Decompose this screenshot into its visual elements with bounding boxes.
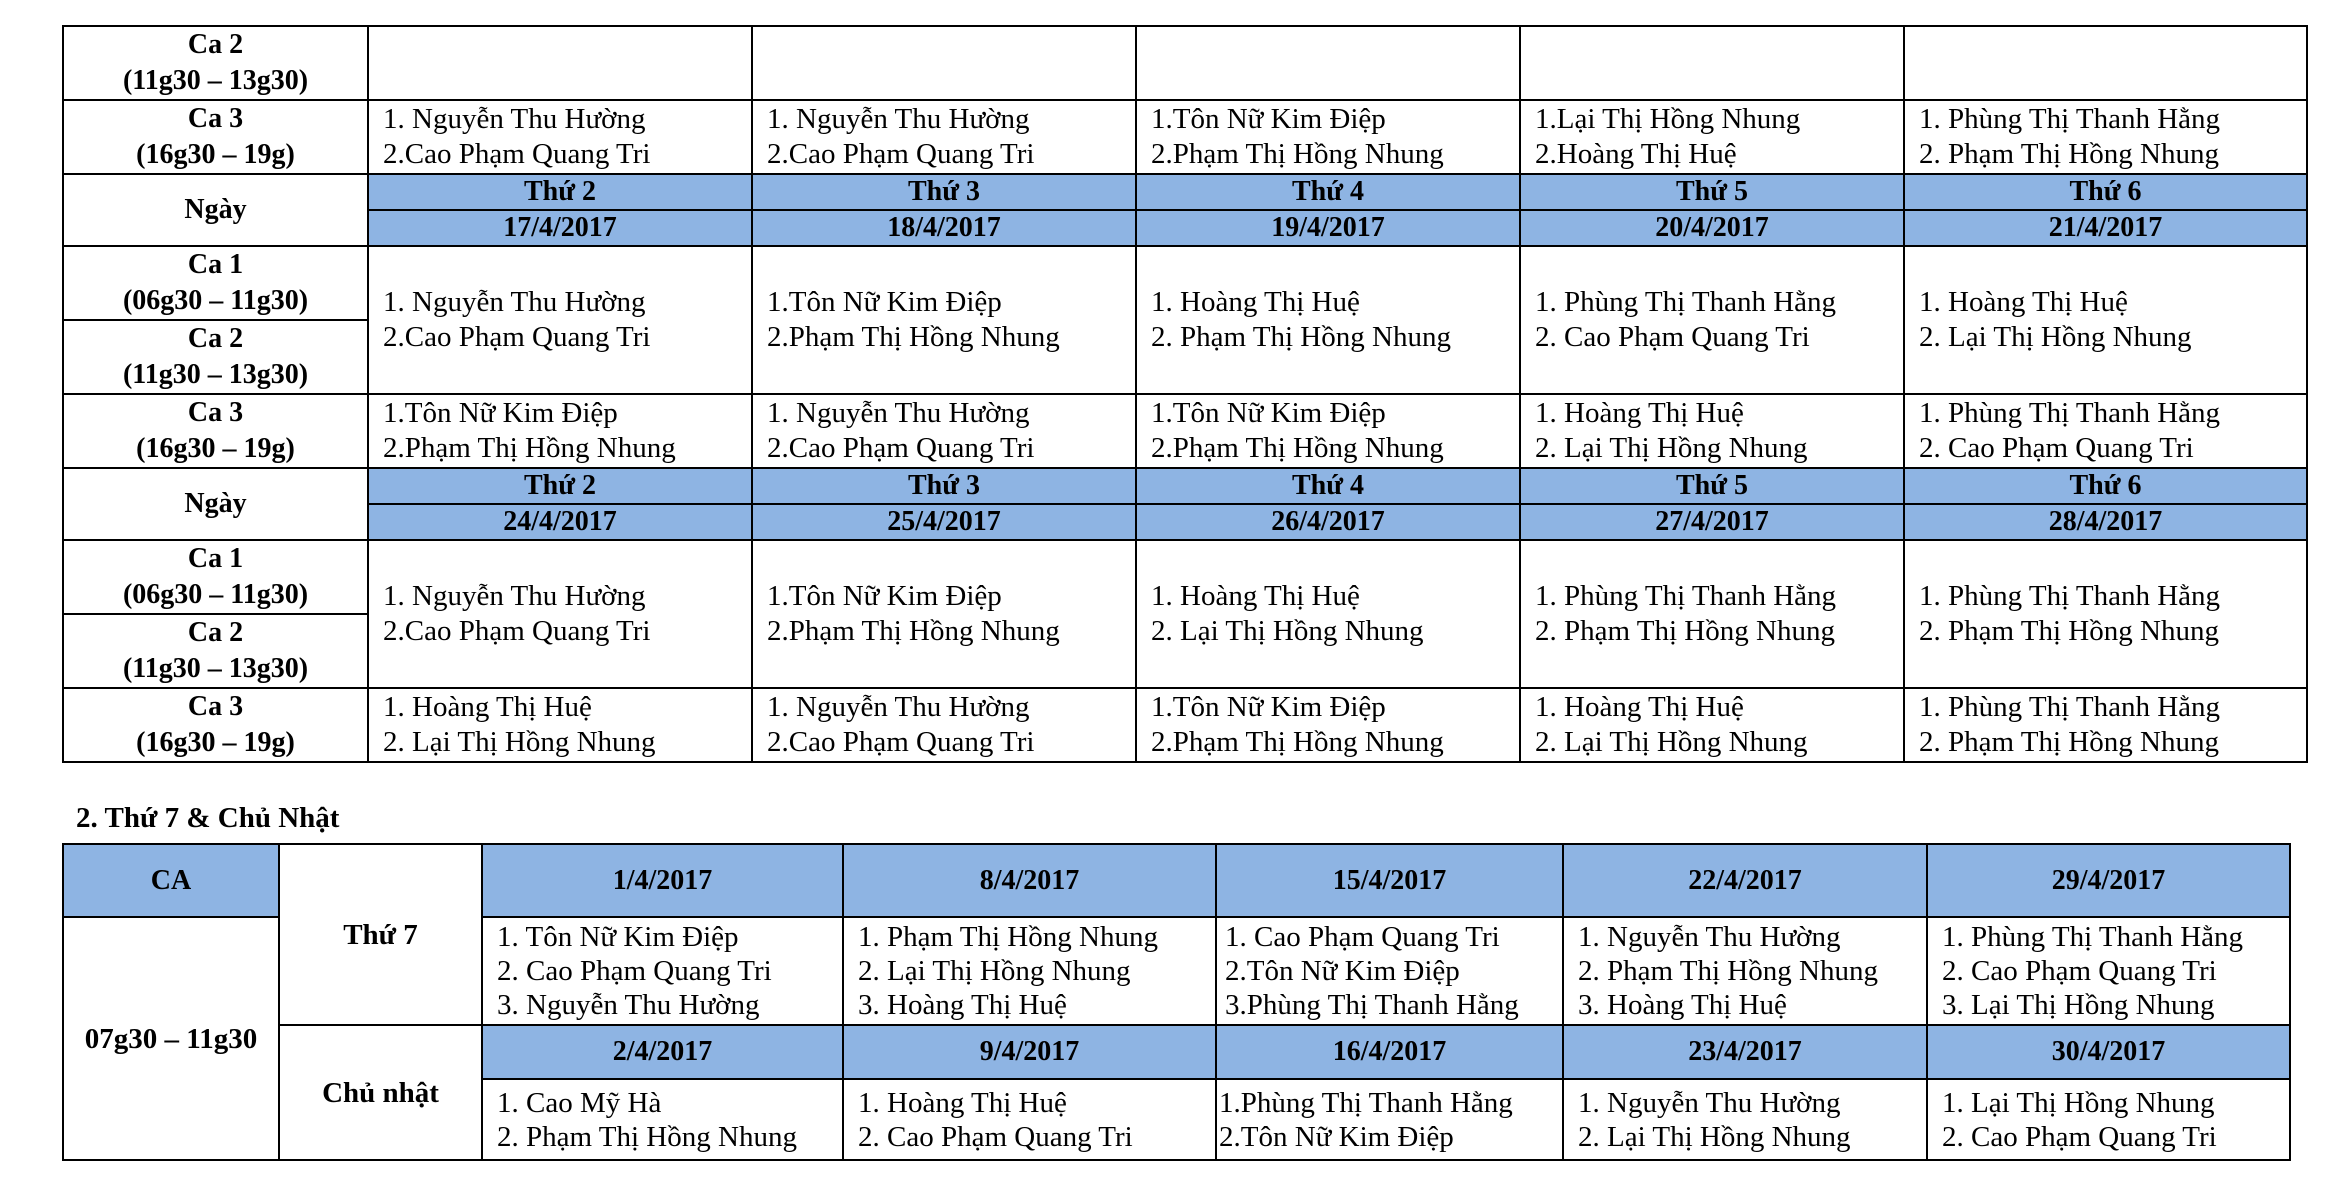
text-line: 2. Lại Thị Hồng Nhung bbox=[858, 955, 1131, 987]
table-row bbox=[63, 394, 2307, 468]
staff-cell bbox=[843, 1079, 1216, 1160]
date-header: 26/4/2017 bbox=[1136, 504, 1520, 540]
text-line: 1. Nguyễn Thu Hường bbox=[767, 103, 1030, 135]
text-line: 1. Phùng Thị Thanh Hằng bbox=[1919, 691, 2221, 723]
text-line: 2. Phạm Thị Hồng Nhung bbox=[497, 1120, 797, 1153]
date-header: 29/4/2017 bbox=[1927, 844, 2290, 917]
date-header: 18/4/2017 bbox=[752, 210, 1136, 246]
weekday-header: Thứ 4 bbox=[1136, 468, 1520, 504]
shift-label bbox=[63, 688, 368, 762]
text-line: 2. Lại Thị Hồng Nhung bbox=[1535, 432, 1808, 464]
staff-cell bbox=[368, 540, 752, 688]
weekday-header: Thứ 3 bbox=[752, 174, 1136, 210]
date-header: 23/4/2017 bbox=[1563, 1025, 1927, 1079]
staff-cell bbox=[1520, 540, 1904, 688]
text-line: 3.Phùng Thị Thanh Hằng bbox=[1225, 989, 1519, 1021]
text-line: 1.Tôn Nữ Kim Điệp bbox=[1151, 397, 1386, 429]
saturday-label: Thứ 7 bbox=[279, 844, 482, 1025]
text-line: 1. Hoàng Thị Huệ bbox=[1535, 691, 1744, 723]
date-header: 9/4/2017 bbox=[843, 1025, 1216, 1079]
staff-cell bbox=[1904, 394, 2307, 468]
weekend-schedule-table bbox=[62, 843, 2291, 1161]
staff-cell bbox=[752, 246, 1136, 394]
shift-label bbox=[63, 394, 368, 468]
staff-cell bbox=[1904, 688, 2307, 762]
text-line: 2. Phạm Thị Hồng Nhung bbox=[1919, 615, 2219, 647]
weekday-header: Thứ 6 bbox=[1904, 174, 2307, 210]
text-line: 1.Lại Thị Hồng Nhung bbox=[1535, 103, 1801, 135]
text-line: 1. Phùng Thị Thanh Hằng bbox=[1535, 580, 1837, 612]
day-header-row bbox=[63, 174, 2307, 210]
text-line: Ca 2 bbox=[187, 617, 244, 648]
staff-cell bbox=[1927, 1079, 2290, 1160]
text-line: 1.Tôn Nữ Kim Điệp bbox=[767, 580, 1002, 612]
text-line: 2.Phạm Thị Hồng Nhung bbox=[1151, 432, 1444, 464]
text-line: 1. Lại Thị Hồng Nhung bbox=[1942, 1086, 2215, 1119]
staff-cell bbox=[1904, 540, 2307, 688]
day-label: Ngày bbox=[63, 468, 368, 540]
staff-cell bbox=[368, 100, 752, 174]
text-line: (16g30 – 19g) bbox=[136, 139, 295, 170]
text-line: 2.Tôn Nữ Kim Điệp bbox=[1225, 955, 1460, 987]
text-line: Ca 2 bbox=[187, 29, 244, 60]
text-line: 1. Hoàng Thị Huệ bbox=[1151, 580, 1360, 612]
date-header: 21/4/2017 bbox=[1904, 210, 2307, 246]
weekday-header: Thứ 4 bbox=[1136, 174, 1520, 210]
text-line: 1.Tôn Nữ Kim Điệp bbox=[1151, 691, 1386, 723]
text-line: 2.Phạm Thị Hồng Nhung bbox=[767, 321, 1060, 353]
text-line: 1. Phùng Thị Thanh Hằng bbox=[1919, 580, 2221, 612]
text-line: 1. Nguyễn Thu Hường bbox=[383, 580, 646, 612]
shift-label bbox=[63, 540, 368, 614]
staff-cell bbox=[1216, 917, 1563, 1025]
staff-cell bbox=[1520, 688, 1904, 762]
table-row bbox=[63, 688, 2307, 762]
text-line: (06g30 – 11g30) bbox=[122, 579, 309, 610]
text-line: 1. Phùng Thị Thanh Hằng bbox=[1535, 286, 1837, 318]
text-line: 2.Cao Phạm Quang Tri bbox=[767, 726, 1035, 758]
text-line: 1.Tôn Nữ Kim Điệp bbox=[1151, 103, 1386, 135]
text-line: 1. Nguyễn Thu Hường bbox=[383, 286, 646, 318]
staff-cell bbox=[1520, 246, 1904, 394]
text-line: 2. Phạm Thị Hồng Nhung bbox=[1535, 615, 1835, 647]
text-line: 2. Phạm Thị Hồng Nhung bbox=[1151, 321, 1451, 353]
empty-cell bbox=[1136, 26, 1520, 100]
date-header: 25/4/2017 bbox=[752, 504, 1136, 540]
text-line: Ca 1 bbox=[187, 249, 244, 280]
staff-cell bbox=[1136, 100, 1520, 174]
text-line: 1. Phùng Thị Thanh Hằng bbox=[1919, 397, 2221, 429]
text-line: 2.Phạm Thị Hồng Nhung bbox=[1151, 726, 1444, 758]
text-line: 1. Nguyễn Thu Hường bbox=[1578, 1086, 1841, 1119]
text-line: 1. Hoàng Thị Huệ bbox=[1151, 286, 1360, 318]
text-line: 2. Cao Phạm Quang Tri bbox=[858, 1120, 1133, 1153]
text-line: 2. Lại Thị Hồng Nhung bbox=[1919, 321, 2192, 353]
day-label: Ngày bbox=[63, 174, 368, 246]
staff-cell bbox=[368, 394, 752, 468]
staff-cell bbox=[1136, 688, 1520, 762]
date-header: 27/4/2017 bbox=[1520, 504, 1904, 540]
sunday-label: Chủ nhật bbox=[279, 1025, 482, 1160]
text-line: 2. Cao Phạm Quang Tri bbox=[1535, 321, 1810, 353]
table-row bbox=[63, 540, 2307, 614]
shift-label bbox=[63, 320, 368, 394]
text-line: Ca 3 bbox=[187, 103, 244, 134]
staff-cell bbox=[482, 1079, 843, 1160]
sunday-date-row bbox=[63, 1025, 2290, 1079]
text-line: 1.Phùng Thị Thanh Hằng bbox=[1219, 1086, 1513, 1119]
date-header: 17/4/2017 bbox=[368, 210, 752, 246]
date-header: 24/4/2017 bbox=[368, 504, 752, 540]
text-line: (11g30 – 13g30) bbox=[122, 65, 309, 96]
text-line: 1. Hoàng Thị Huệ bbox=[1919, 286, 2128, 318]
staff-cell bbox=[843, 917, 1216, 1025]
staff-cell bbox=[1904, 100, 2307, 174]
text-line: 2.Cao Phạm Quang Tri bbox=[383, 138, 651, 170]
staff-cell bbox=[1904, 246, 2307, 394]
date-header: 8/4/2017 bbox=[843, 844, 1216, 917]
ca-header: CA bbox=[63, 844, 279, 917]
staff-cell bbox=[752, 688, 1136, 762]
text-line: 1. Hoàng Thị Huệ bbox=[858, 1086, 1067, 1119]
shift-label bbox=[63, 246, 368, 320]
text-line: 1. Phùng Thị Thanh Hằng bbox=[1942, 921, 2244, 953]
staff-cell bbox=[1563, 917, 1927, 1025]
text-line: 1. Nguyễn Thu Hường bbox=[767, 397, 1030, 429]
shift-label bbox=[63, 614, 368, 688]
table-row bbox=[63, 246, 2307, 320]
text-line: 1. Nguyễn Thu Hường bbox=[383, 103, 646, 135]
text-line: 2. Lại Thị Hồng Nhung bbox=[1578, 1120, 1851, 1153]
text-line: 2.Cao Phạm Quang Tri bbox=[383, 321, 651, 353]
day-header-row bbox=[63, 468, 2307, 504]
date-header-row bbox=[63, 210, 2307, 246]
date-header: 15/4/2017 bbox=[1216, 844, 1563, 917]
text-line: 2. Phạm Thị Hồng Nhung bbox=[1578, 955, 1878, 987]
text-line: 2.Tôn Nữ Kim Điệp bbox=[1219, 1120, 1454, 1153]
text-line: 2.Phạm Thị Hồng Nhung bbox=[1151, 138, 1444, 170]
date-header: 30/4/2017 bbox=[1927, 1025, 2290, 1079]
staff-cell bbox=[1136, 246, 1520, 394]
text-line: 2. Lại Thị Hồng Nhung bbox=[1151, 615, 1424, 647]
shift-label bbox=[63, 100, 368, 174]
staff-cell bbox=[752, 394, 1136, 468]
staff-cell bbox=[1520, 394, 1904, 468]
text-line: 2. Cao Phạm Quang Tri bbox=[1942, 955, 2217, 987]
text-line: Ca 1 bbox=[187, 543, 244, 574]
staff-cell bbox=[1136, 540, 1520, 688]
text-line: 1.Tôn Nữ Kim Điệp bbox=[767, 286, 1002, 318]
text-line: 1. Hoàng Thị Huệ bbox=[383, 691, 592, 723]
shift-label bbox=[63, 26, 368, 100]
text-line: 1. Tôn Nữ Kim Điệp bbox=[497, 921, 739, 953]
table-row bbox=[63, 26, 2307, 100]
text-line: 1. Phạm Thị Hồng Nhung bbox=[858, 921, 1158, 953]
weekday-header: Thứ 3 bbox=[752, 468, 1136, 504]
weekday-header: Thứ 5 bbox=[1520, 468, 1904, 504]
text-line: 1.Tôn Nữ Kim Điệp bbox=[383, 397, 618, 429]
text-line: 1. Nguyễn Thu Hường bbox=[767, 691, 1030, 723]
text-line: 1. Cao Mỹ Hà bbox=[497, 1086, 662, 1119]
text-line: 1. Phùng Thị Thanh Hằng bbox=[1919, 103, 2221, 135]
text-line: 1. Nguyễn Thu Hường bbox=[1578, 921, 1841, 953]
staff-cell bbox=[752, 540, 1136, 688]
date-header: 16/4/2017 bbox=[1216, 1025, 1563, 1079]
text-line: Ca 3 bbox=[187, 691, 244, 722]
table-row bbox=[63, 100, 2307, 174]
saturday-date-row bbox=[63, 844, 2290, 917]
text-line: 2.Cao Phạm Quang Tri bbox=[767, 138, 1035, 170]
text-line: Ca 2 bbox=[187, 323, 244, 354]
text-line: Ca 3 bbox=[187, 397, 244, 428]
staff-cell bbox=[1136, 394, 1520, 468]
text-line: 2. Lại Thị Hồng Nhung bbox=[1535, 726, 1808, 758]
text-line: 3. Hoàng Thị Huệ bbox=[1578, 989, 1787, 1021]
text-line: (16g30 – 19g) bbox=[136, 727, 295, 758]
text-line: (16g30 – 19g) bbox=[136, 433, 295, 464]
staff-cell bbox=[752, 100, 1136, 174]
staff-cell bbox=[1216, 1079, 1563, 1160]
staff-cell bbox=[482, 917, 843, 1025]
empty-cell bbox=[752, 26, 1136, 100]
text-line: (06g30 – 11g30) bbox=[122, 285, 309, 316]
date-header: 28/4/2017 bbox=[1904, 504, 2307, 540]
weekday-schedule-table bbox=[62, 25, 2308, 763]
date-header: 20/4/2017 bbox=[1520, 210, 1904, 246]
text-line: 2.Hoàng Thị Huệ bbox=[1535, 138, 1737, 170]
text-line: 2.Cao Phạm Quang Tri bbox=[767, 432, 1035, 464]
weekday-header: Thứ 2 bbox=[368, 174, 752, 210]
text-line: 2. Lại Thị Hồng Nhung bbox=[383, 726, 656, 758]
date-header-row bbox=[63, 504, 2307, 540]
text-line: 3. Nguyễn Thu Hường bbox=[497, 989, 760, 1021]
date-header: 2/4/2017 bbox=[482, 1025, 843, 1079]
text-line: 2. Phạm Thị Hồng Nhung bbox=[1919, 138, 2219, 170]
date-header: 19/4/2017 bbox=[1136, 210, 1520, 246]
empty-cell bbox=[1904, 26, 2307, 100]
text-line: 1. Hoàng Thị Huệ bbox=[1535, 397, 1744, 429]
text-line: 3. Hoàng Thị Huệ bbox=[858, 989, 1067, 1021]
text-line: 3. Lại Thị Hồng Nhung bbox=[1942, 989, 2215, 1021]
weekday-header: Thứ 5 bbox=[1520, 174, 1904, 210]
section-title: 2. Thứ 7 & Chủ Nhật bbox=[76, 802, 340, 834]
date-header: 1/4/2017 bbox=[482, 844, 843, 917]
text-line: 2. Cao Phạm Quang Tri bbox=[497, 955, 772, 987]
text-line: 2.Phạm Thị Hồng Nhung bbox=[383, 432, 676, 464]
date-header: 22/4/2017 bbox=[1563, 844, 1927, 917]
text-line: 2.Phạm Thị Hồng Nhung bbox=[767, 615, 1060, 647]
text-line: 2. Phạm Thị Hồng Nhung bbox=[1919, 726, 2219, 758]
time-range-label: 07g30 – 11g30 bbox=[63, 917, 279, 1160]
text-line: 2.Cao Phạm Quang Tri bbox=[383, 615, 651, 647]
text-line: 2. Cao Phạm Quang Tri bbox=[1942, 1120, 2217, 1153]
text-line: 1. Cao Phạm Quang Tri bbox=[1225, 921, 1500, 953]
text-line: (11g30 – 13g30) bbox=[122, 653, 309, 684]
text-line: (11g30 – 13g30) bbox=[122, 359, 309, 390]
weekday-header: Thứ 6 bbox=[1904, 468, 2307, 504]
empty-cell bbox=[368, 26, 752, 100]
staff-cell bbox=[1927, 917, 2290, 1025]
empty-cell bbox=[1520, 26, 1904, 100]
staff-cell bbox=[368, 246, 752, 394]
staff-cell bbox=[368, 688, 752, 762]
text-line: 2. Cao Phạm Quang Tri bbox=[1919, 432, 2194, 464]
weekday-header: Thứ 2 bbox=[368, 468, 752, 504]
staff-cell bbox=[1563, 1079, 1927, 1160]
staff-cell bbox=[1520, 100, 1904, 174]
